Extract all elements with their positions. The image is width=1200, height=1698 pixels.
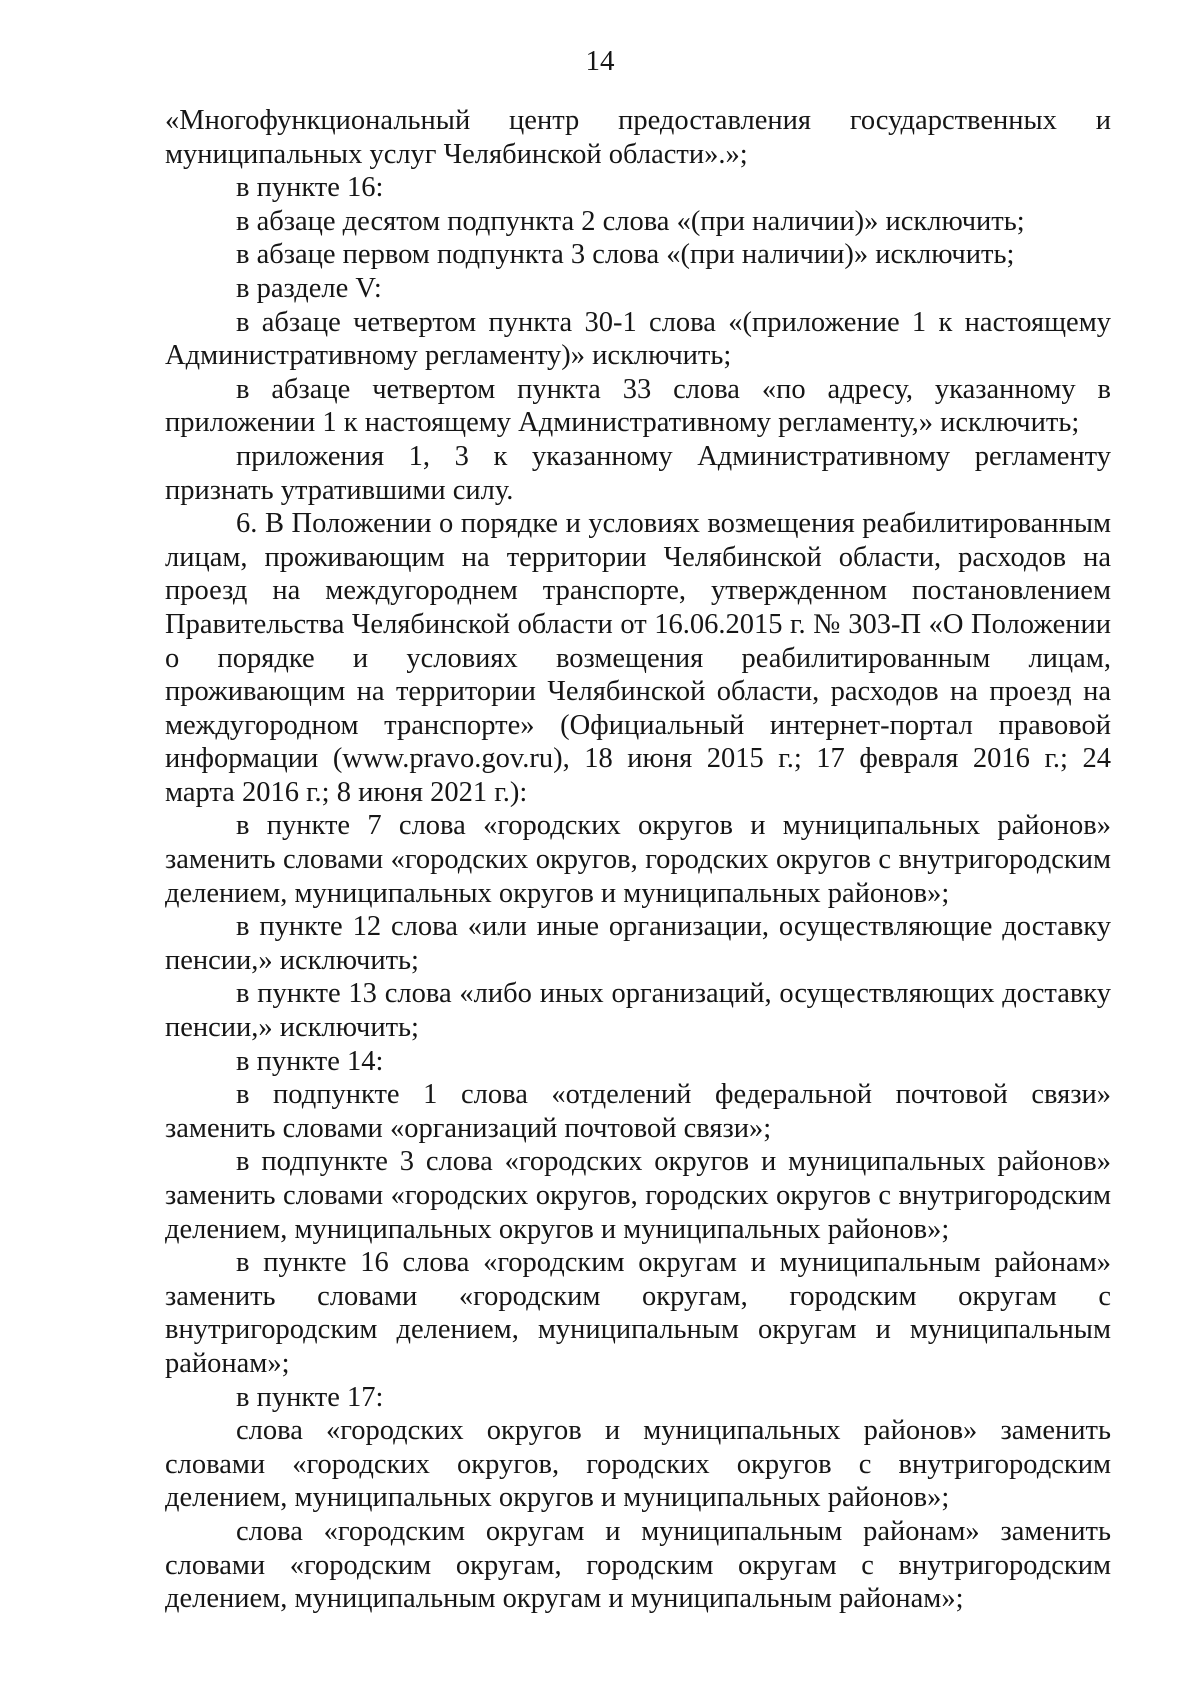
paragraph: в пункте 16: (236, 172, 384, 204)
page-number: 14 (585, 45, 615, 77)
paragraph: слова «городских округов и муниципальных районов» заменить словами «городских округов, городских округов с внутригородским делением, муниципальных округов и муниципальных районов»; (165, 1415, 1111, 1514)
paragraph: в абзаце четвертом пункта 30-1 слова «(приложение 1 к настоящему Административному регламенту)» исключить; (165, 306, 1111, 372)
paragraph: в подпункте 3 слова «городских округов и муниципальных районов» заменить словами «городских округов, городских округов с внутригородским делением, муниципальных округов и муниципальных районов»; (165, 1146, 1111, 1245)
paragraph: в разделе V: (236, 272, 382, 304)
document-body (165, 104, 1111, 1616)
paragraph: в абзаце десятом подпункта 2 слова «(при наличии)» исключить; (236, 205, 1025, 237)
paragraph: в пункте 17: (236, 1381, 384, 1413)
paragraph: в пункте 12 слова «или иные организации, осуществляющие доставку пенсии,» исключить; (165, 911, 1111, 976)
paragraph: в абзаце первом подпункта 3 слова «(при наличии)» исключить; (236, 239, 1015, 271)
paragraph: в пункте 7 слова «городских округов и муниципальных районов» заменить словами «городских округов, городских округов с внутригородским делением, муниципальных округов и муниципальных районов»; (165, 810, 1111, 909)
paragraph: в пункте 13 слова «либо иных организаций, осуществляющих доставку пенсии,» исключить; (165, 978, 1111, 1044)
paragraph: слова «городским округам и муниципальным районам» заменить словами «городским округам, городским округам с внутригородским делением, муниципальным округам и муниципальным районам»; (165, 1515, 1111, 1615)
paragraph: в абзаце четвертом пункта 33 слова «по адресу, указанному в приложении 1 к настоящему Административному регламенту,» исключить; (165, 373, 1111, 439)
paragraph: приложения 1, 3 к указанному Административному регламенту признать утратившими силу. (165, 440, 1111, 506)
paragraph: в пункте 14: (236, 1045, 384, 1077)
paragraph: в подпункте 1 слова «отделений федеральной почтовой связи» заменить словами «организаций почтовой связи»; (165, 1079, 1111, 1144)
paragraph: в пункте 16 слова «городским округам и муниципальным районам» заменить словами «городским округам, городским округам с внутригородским делением, муниципальным округам и муниципальным районам»; (165, 1247, 1111, 1379)
paragraph-section-6: 6. В Положении о порядке и условиях возмещения реабилитированным лицам, проживающим на территории Челябинской области, расходов на проезд на междугороднем транспорте, утвержденном постановлением Правительства Челябинской области от 16.06.2015 г. № 303-П «О Положении о порядке и условиях возмещения реабилитированным лицам, проживающим на территории Челябинской области, расходов на проезд на междугородном транспорте» (Официальный интернет-портал правовой информации (www.pravo.gov.ru), 18 июня 2015 г.; 17 февраля 2016 г.; 24 марта 2016 г.; 8 июня 2021 г.): (165, 508, 1111, 808)
paragraph-continuation: «Многофункциональный центр предоставления государственных и муниципальных услуг Челябинской области».»; (165, 105, 1111, 170)
